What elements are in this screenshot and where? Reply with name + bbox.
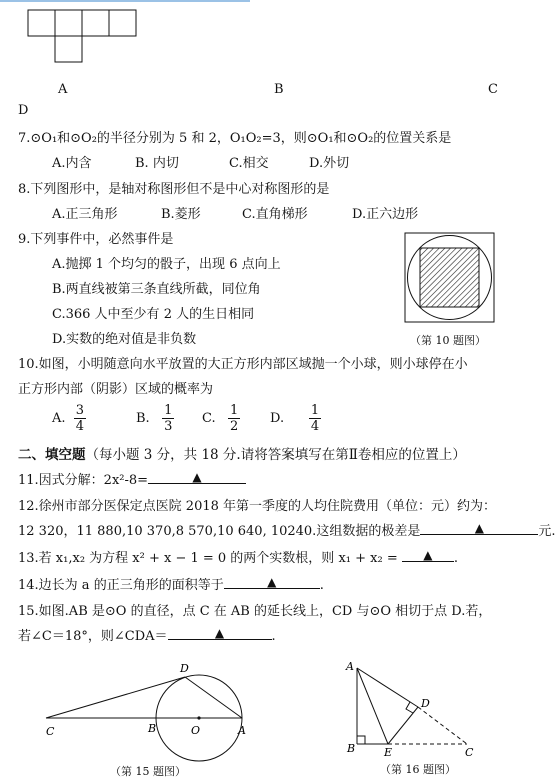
- q10-option-a-fraction: [74, 403, 86, 434]
- q10-option-d: [270, 403, 321, 434]
- q12-text: 12 320，11 880,10 370,8 570,10 640, 10240.这组数据的极差是: [18, 524, 421, 539]
- q15-line1: 15.如图.AB 是⊙O 的直径，点 C 在 AB 的延长线上，CD 与⊙O 相切于点 D.若，: [18, 604, 492, 619]
- numerator: 1: [164, 403, 173, 418]
- fig10-caption: （第 10 题图）: [410, 334, 486, 347]
- fig15-label-c: C: [46, 725, 55, 738]
- numerator: 3: [75, 403, 85, 418]
- q13-text: 13.若 x₁,x₂ 为方程 x² + x − 1 = 0 的两个实数根，则 x₁ + x₂ =: [18, 551, 398, 566]
- section2-title: 二、填空题: [18, 447, 86, 463]
- q15-suffix: .: [271, 629, 276, 644]
- fig16-label-a: A: [346, 660, 354, 673]
- q15-text: 若∠C＝18°，则∠CDA＝: [18, 629, 168, 644]
- top-rule: [0, 0, 250, 2]
- net-square: [28, 10, 55, 36]
- answer-mark: ▲: [192, 470, 202, 484]
- q7-option-b: B. 内切: [135, 156, 179, 171]
- q8-option-c: C.直角梯形: [242, 207, 308, 222]
- fig15-tangent-cd: [46, 677, 185, 718]
- fig16-label-e: E: [384, 746, 393, 759]
- q10-line2: 正方形内部（阴影）区域的概率为: [18, 382, 214, 397]
- net-square: [109, 10, 136, 36]
- q15-line2: [18, 625, 276, 644]
- fig16-right-angle-mark: [357, 736, 365, 744]
- q6-net-figure: [26, 8, 138, 66]
- section2-heading: [18, 443, 466, 463]
- fig16-dashed-dc: [418, 707, 467, 744]
- fig16-caption: （第 16 题图）: [380, 763, 456, 776]
- section2-desc: （每小题 3 分，共 18 分.请将答案填写在第Ⅱ卷相应的位置上）: [85, 447, 466, 463]
- q12-line1: 12.徐州市部分医保定点医院 2018 年第一季度的人均住院费用（单位：元）约为：: [18, 499, 497, 514]
- fig15-label-b: B: [148, 722, 157, 735]
- q15-answer-blank: [168, 625, 272, 640]
- q12-answer-blank: [420, 520, 538, 535]
- answer-mark: ▲: [474, 521, 484, 535]
- fig15-chord-da: [185, 677, 242, 718]
- q13-answer-blank: [402, 547, 454, 562]
- q9-option-c: C.366 人中至少有 2 人的生日相同: [52, 307, 255, 322]
- q10-option-d-fraction: [309, 403, 321, 434]
- fig16-label-b: B: [347, 742, 356, 755]
- fig16-label-c: C: [465, 746, 474, 759]
- q7-option-a: A.内含: [52, 156, 92, 171]
- fig15-center-dot: [197, 716, 200, 719]
- q10-line1: 10.如图，小明随意向水平放置的大正方形内部区域抛一个小球，则小球停在小: [18, 357, 468, 372]
- q9-option-d: D.实数的绝对值是非负数: [52, 332, 197, 347]
- q6-option-c: C: [488, 82, 498, 97]
- net-square: [82, 10, 109, 36]
- q6-option-d: D: [18, 103, 29, 118]
- fig16-label-d: D: [421, 697, 430, 710]
- answer-mark: ▲: [214, 626, 225, 640]
- fig10-shaded-square: [420, 248, 479, 307]
- denominator: 4: [310, 419, 320, 434]
- q11-text: 11.因式分解：2x²-8=: [18, 473, 149, 488]
- q14: [18, 574, 324, 593]
- denominator: 3: [164, 419, 173, 434]
- q12-suffix: 元.: [538, 524, 555, 539]
- fig16-right-triangle: [340, 660, 480, 760]
- fig15-label-a: A: [238, 724, 246, 737]
- q10-option-a: [52, 403, 86, 434]
- q6-option-a: A: [58, 82, 68, 97]
- q10-option-c-letter: C.: [202, 411, 216, 426]
- q10-option-b: [136, 403, 174, 434]
- q10-option-b-fraction: [162, 403, 174, 434]
- q7-text: 7.⊙O₁和⊙O₂的半径分别为 5 和 2，O₁O₂=3，则⊙O₁和⊙O₂的位置关系是: [18, 131, 452, 146]
- q10-option-c: [202, 403, 240, 434]
- q10-option-a-letter: A.: [52, 411, 66, 426]
- numerator: 1: [310, 403, 320, 418]
- fig15-label-o: O: [191, 724, 201, 737]
- fig10-square-circle: [404, 232, 496, 324]
- q10-option-b-letter: B.: [136, 411, 150, 426]
- q9-option-a: A.抛掷 1 个均匀的骰子，出现 6 点向上: [52, 257, 281, 272]
- net-square: [55, 10, 82, 36]
- q12-line2: [18, 520, 555, 539]
- fig15-label-d: D: [180, 662, 189, 675]
- q13: [18, 547, 458, 566]
- answer-mark: ▲: [267, 575, 277, 589]
- denominator: 4: [75, 419, 85, 434]
- q10-option-d-letter: D.: [270, 411, 285, 426]
- fig16-line-ad: [357, 668, 418, 707]
- q7-option-d: D.外切: [309, 156, 350, 171]
- q10-option-c-fraction: [228, 403, 240, 434]
- q14-suffix: .: [319, 578, 324, 593]
- q14-answer-blank: [224, 574, 320, 589]
- q8-text: 8.下列图形中，是轴对称图形但不是中心对称图形的是: [18, 182, 330, 197]
- q8-option-d: D.正六边形: [352, 207, 419, 222]
- q9-option-b: B.两直线被第三条直线所截，同位角: [52, 282, 261, 297]
- fig16-line-ed: [388, 707, 418, 744]
- fig16-line-ae: [357, 668, 388, 744]
- fig15-tangent-circle: [40, 660, 260, 750]
- q7-option-c: C.相交: [229, 156, 269, 171]
- denominator: 2: [230, 419, 239, 434]
- q9-text: 9.下列事件中，必然事件是: [18, 232, 174, 247]
- q13-suffix: .: [453, 551, 458, 566]
- answer-mark: ▲: [423, 548, 433, 562]
- q11-answer-blank: [148, 469, 246, 484]
- fig15-caption: （第 15 题图）: [110, 765, 186, 778]
- net-square: [55, 36, 82, 62]
- q14-text: 14.边长为 a 的正三角形的面积等于: [18, 578, 224, 593]
- numerator: 1: [230, 403, 239, 418]
- q11: [18, 469, 246, 488]
- q8-option-a: A.正三角形: [52, 207, 118, 222]
- q6-option-b: B: [274, 82, 284, 97]
- q8-option-b: B.菱形: [161, 207, 201, 222]
